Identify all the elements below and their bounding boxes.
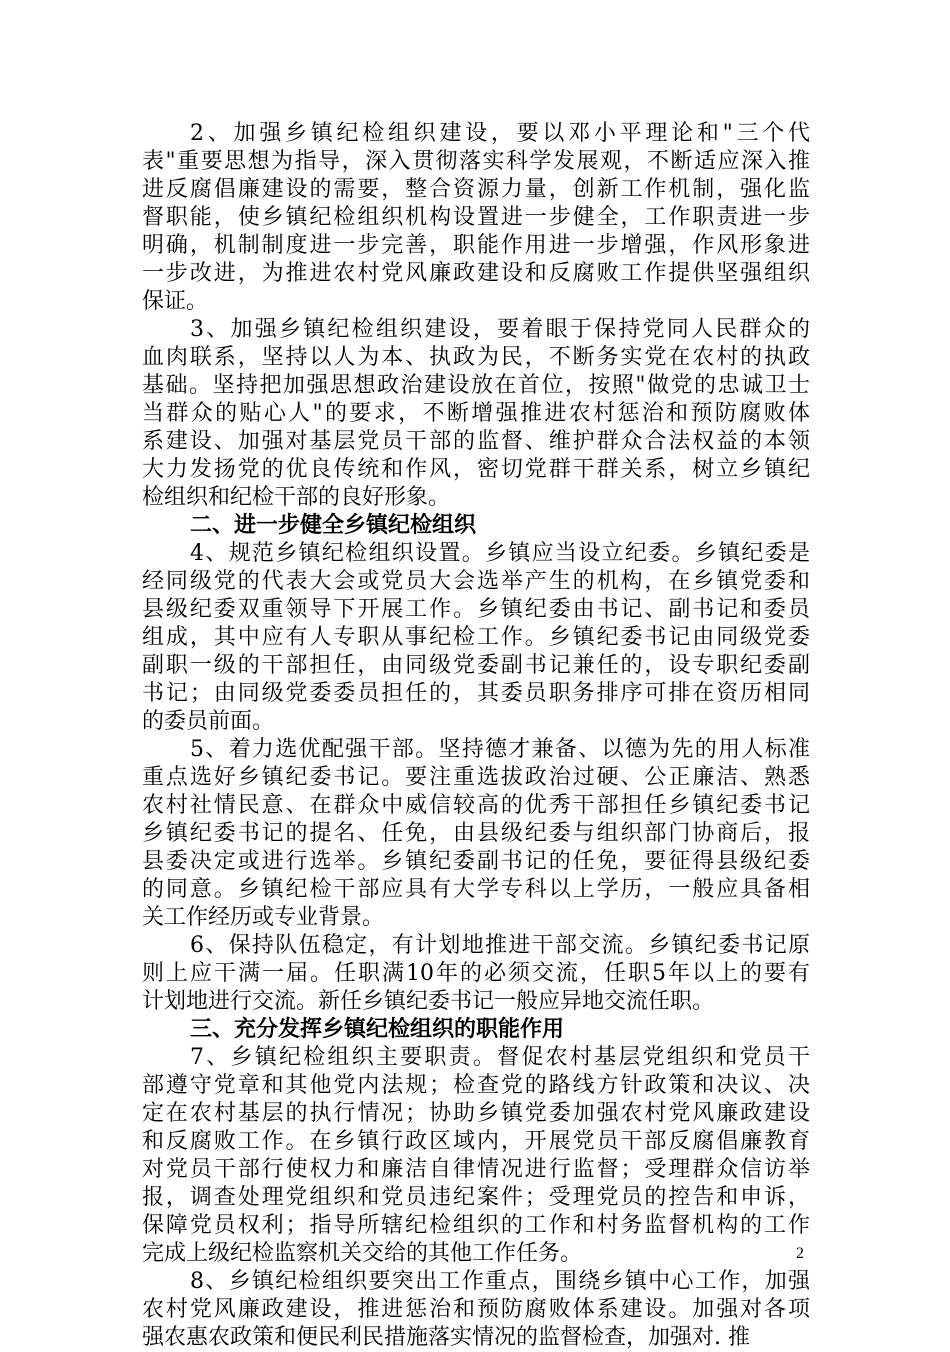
text-line: 的同意。乡镇纪检干部应具有大学专科以上学历，一般应具备相	[142, 877, 810, 902]
text-line: 县级纪委双重领导下开展工作。乡镇纪委由书记、副书记和委员	[142, 597, 810, 622]
text-line: 大力发扬党的优良传统和作风，密切党群干群关系，树立乡镇纪	[142, 457, 810, 482]
paragraph	[142, 1268, 810, 1352]
text-line: 关工作经历或专业背景。	[142, 905, 385, 930]
paragraph	[142, 316, 810, 512]
text-line: 的委员前面。	[142, 709, 275, 734]
text-line: 定在农村基层的执行情况；协助乡镇党委加强农村党风廉政建设	[142, 1101, 810, 1126]
text-line: 和反腐败工作。在乡镇行政区域内，开展党员干部反腐倡廉教育	[142, 1129, 810, 1154]
text-line: 保障党员权利；指导所辖纪检组织的工作和村务监督机构的工作	[142, 1213, 810, 1238]
text-line: 明确，机制制度进一步完善，职能作用进一步增强，作风形象进	[142, 233, 810, 258]
text-line: 报，调查处理党组织和党员违纪案件；受理党员的控告和申诉，	[142, 1185, 810, 1210]
paragraph	[142, 540, 810, 736]
text-line: 2、加强乡镇纪检组织建设，要以邓小平理论和"三个代	[190, 121, 810, 146]
paragraph	[142, 1044, 810, 1268]
text-line: 8、乡镇纪检组织要突出工作重点，围绕乡镇中心工作，加强	[190, 1269, 810, 1294]
text-line: 系建设、加强对基层党员干部的监督、维护群众合法权益的本领	[142, 429, 810, 454]
text-line: 农村社情民意、在群众中威信较高的优秀干部担任乡镇纪委书记	[142, 793, 810, 818]
document-body	[142, 120, 810, 1352]
text-line: 一步改进，为推进农村党风廉政建设和反腐败工作提供坚强组织	[142, 261, 810, 286]
text-line: 检组织和纪检干部的良好形象。	[142, 485, 451, 510]
text-line: 保证。	[142, 289, 209, 314]
text-line: 县委决定或进行选举。乡镇纪委副书记的任免，要征得县级纪委	[142, 849, 810, 874]
section-heading	[142, 1016, 810, 1044]
text-line: 进反腐倡廉建设的需要，整合资源力量，创新工作机制，强化监	[142, 177, 810, 202]
text-line: 经同级党的代表大会或党员大会选举产生的机构，在乡镇党委和	[142, 569, 810, 594]
text-line: 当群众的贴心人"的要求，不断增强推进农村惩治和预防腐败体	[142, 401, 810, 426]
section-heading	[142, 512, 810, 540]
text-line: 计划地进行交流。新任乡镇纪委书记一般应异地交流任职。	[142, 989, 715, 1014]
text-line: 血肉联系，坚持以人为本、执政为民，不断务实党在农村的执政	[142, 345, 810, 370]
text-line: 7、乡镇纪检组织主要职责。督促农村基层党组织和党员干	[190, 1045, 810, 1070]
text-line: 对党员干部行使权力和廉洁自律情况进行监督；受理群众信访举	[142, 1157, 810, 1182]
text-line: 3、加强乡镇纪检组织建设，要着眼于保持党同人民群众的	[190, 317, 810, 342]
text-line: 督职能，使乡镇纪检组织机构设置进一步健全，工作职责进一步	[142, 205, 810, 230]
text-line: 书记；由同级党委委员担任的，其委员职务排序可排在资历相同	[142, 681, 810, 706]
text-line: 部遵守党章和其他党内法规；检查党的路线方针政策和决议、决	[142, 1073, 810, 1098]
paragraph	[142, 120, 810, 316]
text-line: 组成，其中应有人专职从事纪检工作。乡镇纪委书记由同级党委	[142, 625, 810, 650]
text-line: 副职一级的干部担任，由同级党委副书记兼任的，设专职纪委副	[142, 653, 810, 678]
text-line: 5、着力选优配强干部。坚持德才兼备、以德为先的用人标准	[190, 737, 810, 762]
text-line: 基础。坚持把加强思想政治建设放在首位，按照"做党的忠诚卫士	[142, 373, 810, 398]
text-line: 完成上级纪检监察机关交给的其他工作任务。	[142, 1241, 583, 1266]
text-line: 表"重要思想为指导，深入贯彻落实科学发展观，不断适应深入推	[142, 149, 810, 174]
paragraph	[142, 932, 810, 1016]
text-line: 乡镇纪委书记的提名、任免，由县级纪委与组织部门协商后，报	[142, 821, 810, 846]
text-line: 农村党风廉政建设，推进惩治和预防腐败体系建设。加强对各项	[142, 1297, 810, 1322]
text-line: 6、保持队伍稳定，有计划地推进干部交流。乡镇纪委书记原	[190, 933, 810, 958]
text-line: 4、规范乡镇纪检组织设置。乡镇应当设立纪委。乡镇纪委是	[190, 541, 810, 566]
text-line: 三、充分发挥乡镇纪检组织的职能作用	[190, 1017, 565, 1042]
paragraph	[142, 736, 810, 932]
page-number: 2	[796, 1245, 804, 1262]
text-line: 强农惠农政策和便民利民措施落实情况的监督检查，加强对. 推	[142, 1325, 750, 1350]
text-line: 重点选好乡镇纪委书记。要注重选拔政治过硬、公正廉洁、熟悉	[142, 765, 810, 790]
text-line: 则上应干满一届。任职满10年的必须交流，任职5年以上的要有	[142, 961, 810, 986]
text-line: 二、进一步健全乡镇纪检组织	[190, 513, 477, 538]
